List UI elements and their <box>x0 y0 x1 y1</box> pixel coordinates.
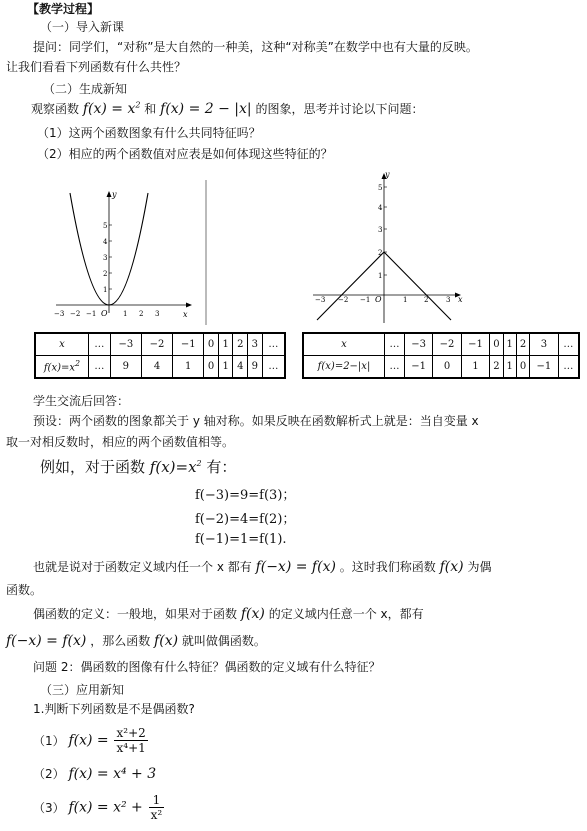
problem-1: （1） f(x) = $\frac{\text{x²+2}}{\text{x⁴+1}}$ <box>33 726 146 755</box>
table-cell: 2 <box>490 356 503 379</box>
origin-label: O <box>375 295 382 304</box>
table-cell: 9 <box>110 356 141 379</box>
x-tick: −1 <box>360 296 371 304</box>
table-cell: 0 <box>490 333 503 356</box>
definition-line-1: 偶函数的定义：一般地，如果对于函数 f(x) 的定义域内任意一个 x，都有 <box>33 606 424 622</box>
table-cell: 1 <box>218 356 233 379</box>
table-cell: 0 <box>433 356 461 379</box>
y-tick: 5 <box>378 184 383 192</box>
problem-3: （3） f(x) = x² + $\frac{1}{\text{x²}}$ <box>33 793 163 822</box>
question-line-1: 提问：同学们，“对称”是大自然的一种美，这种“对称美”在数学中也有大量的反映。 <box>33 40 478 54</box>
function-f1: $f(x) = x^2$ <box>82 100 141 117</box>
y-tick: 1 <box>378 272 383 280</box>
example-line: 例如，对于函数 $f(x)=x^2$ 有： <box>40 458 237 476</box>
table-cell: −1 <box>530 356 558 379</box>
table-cell: 1 <box>503 333 516 356</box>
value-table-2 <box>302 332 580 379</box>
origin-label: O <box>101 309 108 318</box>
parabola-graph <box>48 185 198 325</box>
y-tick: 2 <box>103 270 108 278</box>
table-row <box>303 333 579 356</box>
table-cell: f(x)=2−|x| <box>303 356 385 379</box>
y-axis-label: y <box>112 190 117 199</box>
problem-2: （2） f(x) = x⁴ + 3 <box>33 766 157 782</box>
table-row <box>35 356 285 379</box>
example-equation-2: f(−2)=4=f(2)； <box>195 512 296 527</box>
problem-1-fraction: $\frac{\text{x²+2}}{\text{x⁴+1}}$ <box>116 726 146 755</box>
table-row <box>303 356 579 379</box>
observe-prefix: 观察函数 <box>31 102 80 116</box>
x-tick: 2 <box>424 296 429 304</box>
table-cell: −2 <box>433 333 461 356</box>
x-tick: 1 <box>403 296 408 304</box>
table-cell: … <box>385 356 405 379</box>
y-tick: 4 <box>378 204 383 212</box>
absolute-value-graph <box>305 165 470 325</box>
x-tick: −3 <box>315 296 326 304</box>
question-line-2: 让我们看看下列函数有什么共性？ <box>6 60 187 74</box>
discussion-question-1: （1）这两个函数图象有什么共同特征吗？ <box>37 126 261 140</box>
x-tick: 2 <box>139 310 144 318</box>
table-cell: −1 <box>173 333 204 356</box>
example-equation-3: f(−1)=1=f(1). <box>195 532 287 547</box>
x-axis-label: x <box>183 310 188 319</box>
graph-divider <box>205 180 207 325</box>
section-3-heading: （三）应用新知 <box>40 683 125 697</box>
table-cell: … <box>89 333 111 356</box>
table-cell: 1 <box>503 356 516 379</box>
definition-line-2: f(−x) = f(x) ，那么函数 f(x) 就叫做偶函数。 <box>6 633 266 649</box>
table-cell: 3 <box>248 333 263 356</box>
y-tick: 5 <box>103 222 108 230</box>
table-cell: … <box>558 356 579 379</box>
problem-3-fraction: $\frac{1}{\text{x²}}$ <box>150 793 163 822</box>
lesson-title: 【教学过程】 <box>27 2 100 16</box>
table-cell: 1 <box>218 333 233 356</box>
table-cell: $f(x)=x^2$ <box>35 356 89 379</box>
table-cell: 2 <box>516 333 529 356</box>
y-axis-label: y <box>385 170 390 179</box>
table-cell: 4 <box>141 356 172 379</box>
table-cell: x <box>303 333 385 356</box>
x-tick: 3 <box>155 310 160 318</box>
y-tick: 3 <box>103 254 108 262</box>
x-axis-label: x <box>458 295 463 304</box>
observe-suffix: 的图象，思考并讨论以下问题： <box>255 102 424 116</box>
example-function: $f(x)=x^2$ <box>149 458 202 476</box>
x-tick: 3 <box>446 296 451 304</box>
x-tick: 1 <box>123 310 128 318</box>
preset-line-2: 取一对相反数时，相应的两个函数值相等。 <box>6 435 235 449</box>
table-cell: 3 <box>530 333 558 356</box>
y-tick: 3 <box>378 226 383 234</box>
table-cell: 9 <box>248 356 263 379</box>
task-line: 1.判断下列函数是不是偶函数? <box>33 702 195 716</box>
table-cell: −2 <box>141 333 172 356</box>
section-2-heading: （二）生成新知 <box>43 82 128 96</box>
observe-line <box>31 100 423 117</box>
table-cell: 4 <box>233 356 248 379</box>
table-cell: … <box>558 333 579 356</box>
table-cell: 1 <box>173 356 204 379</box>
table-cell: 1 <box>461 356 489 379</box>
table-cell: 0 <box>204 333 219 356</box>
function-f2: f(x) = 2 − |x| <box>160 101 252 117</box>
x-tick: −1 <box>86 310 97 318</box>
preset-line-1: 预设：两个函数的图象都关于 y 轴对称。如果反映在函数解析式上就是：当自变量 x <box>33 414 479 428</box>
conclusion-line-2: 函数。 <box>6 583 43 597</box>
y-tick: 4 <box>103 238 108 246</box>
table-cell: … <box>262 356 285 379</box>
table-cell: 0 <box>516 356 529 379</box>
student-reply: 学生交流后回答： <box>33 394 130 408</box>
table-cell: −3 <box>404 333 432 356</box>
section-1-heading: （一）导入新课 <box>40 20 125 34</box>
x-tick: −2 <box>338 296 349 304</box>
discussion-question-2: （2）相应的两个函数值对应表是如何体现这些特征的？ <box>37 147 333 161</box>
table-cell: x <box>35 333 89 356</box>
observe-and: 和 <box>144 102 157 116</box>
x-tick: −2 <box>70 310 81 318</box>
table-row <box>35 333 285 356</box>
question-2: 问题 2：偶函数的图像有什么特征？偶函数的定义域有什么特征？ <box>33 660 381 674</box>
table-cell: 0 <box>204 356 219 379</box>
table-cell: … <box>262 333 285 356</box>
value-table-1 <box>34 332 286 379</box>
table-cell: −1 <box>461 333 489 356</box>
table-cell: 2 <box>233 333 248 356</box>
table-cell: … <box>89 356 111 379</box>
y-tick: 1 <box>103 286 108 294</box>
conclusion-line-1: 也就是说对于函数定义域内任一个 x 都有 f(−x) = f(x) 。这时我们称函数 f(x) 为偶 <box>33 559 492 575</box>
x-tick: −3 <box>54 310 65 318</box>
y-axis-arrow <box>107 191 112 197</box>
table-cell: … <box>385 333 405 356</box>
table-cell: −1 <box>404 356 432 379</box>
y-tick: 2 <box>378 249 383 257</box>
table-cell: −3 <box>110 333 141 356</box>
x-axis-arrow <box>186 303 192 308</box>
example-equation-1: f(−3)=9=f(3)； <box>195 488 296 503</box>
